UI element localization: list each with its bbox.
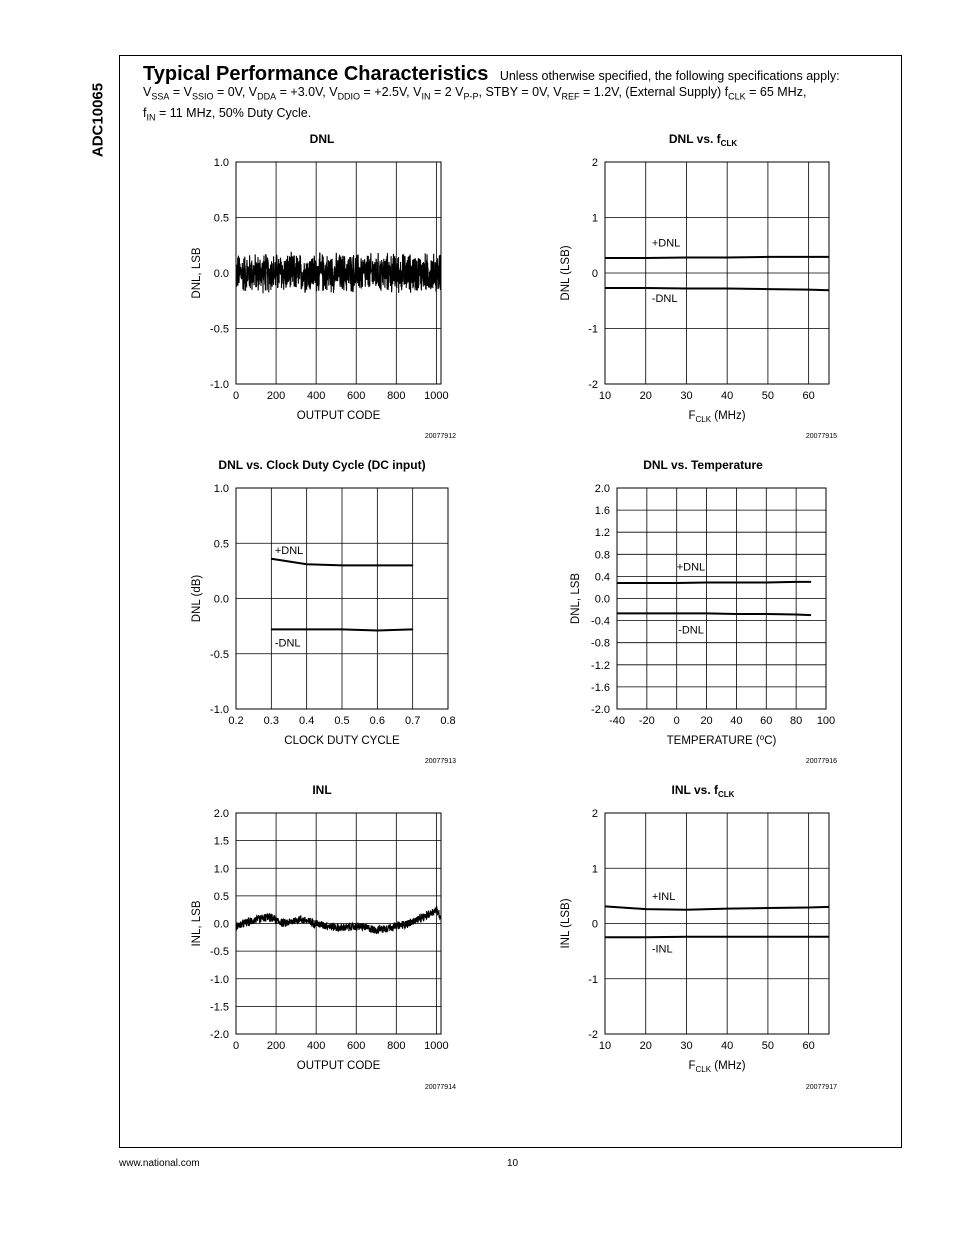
part-number: ADC10065 (89, 82, 107, 158)
y-tick-label: 0.8 (594, 549, 610, 562)
series-line-inl (605, 906, 829, 909)
figure-number: 20077914 (424, 1084, 456, 1091)
chart-dnl_fclk (560, 132, 837, 440)
figure-number: 20077913 (424, 758, 456, 765)
y-axis-label: INL, LSB (191, 900, 203, 947)
x-tick-label: 0 (673, 715, 680, 727)
x-tick-label: 50 (761, 1040, 775, 1052)
y-tick-label: 1.5 (213, 835, 229, 848)
y-tick-label: 0.0 (213, 918, 229, 931)
y-tick-label: 1 (591, 863, 598, 876)
chart-title-subscript: CLK (718, 790, 735, 799)
y-tick-label: -1.5 (210, 1001, 229, 1014)
figure-number: 20077916 (805, 758, 837, 765)
x-tick-label: 0.8 (440, 715, 456, 727)
chart-inl (191, 783, 456, 1091)
y-tick-label: 1.6 (594, 505, 610, 518)
y-tick-label: -1 (588, 973, 598, 986)
y-tick-label: -2.0 (210, 1029, 229, 1041)
x-tick-label: 20 (700, 715, 713, 727)
y-tick-label: -1.0 (210, 973, 229, 986)
y-tick-label: 2 (591, 157, 598, 169)
chart-title: DNL vs. Temperature (643, 458, 763, 472)
y-tick-label: 0 (591, 268, 598, 280)
x-tick-label: 200 (266, 390, 286, 402)
page-number: 10 (507, 1158, 519, 1169)
y-tick-label: -0.8 (591, 637, 610, 650)
series-trace (236, 907, 441, 934)
figure-number: 20077915 (805, 433, 837, 440)
y-tick-label: 0.0 (213, 268, 229, 280)
x-tick-label: 200 (266, 1040, 286, 1052)
y-axis-label: DNL, LSB (191, 247, 203, 299)
y-tick-label: -1.2 (591, 659, 610, 672)
x-axis-label (284, 735, 400, 747)
x-tick-label: 600 (347, 1040, 366, 1052)
y-tick-label: 0.5 (213, 538, 229, 551)
series-annotation: +DNL (676, 561, 706, 574)
x-axis-label-tail: (MHz) (711, 410, 746, 422)
x-axis-label (688, 410, 745, 424)
x-tick-label: 60 (802, 390, 815, 402)
x-axis-label (688, 1060, 745, 1074)
series-line-dnl (617, 582, 811, 583)
x-tick-label: 20 (639, 390, 652, 402)
figure-number: 20077917 (805, 1084, 837, 1091)
series-line-dnl (271, 629, 412, 630)
y-tick-label: 2.0 (213, 808, 229, 820)
x-tick-label: 10 (598, 390, 612, 402)
y-tick-label: 0.0 (213, 593, 229, 606)
x-tick-label: -40 (609, 715, 625, 727)
series-annotation: +INL (651, 890, 676, 903)
y-axis-label: DNL, LSB (570, 572, 582, 625)
x-axis-label (297, 1060, 381, 1072)
spec-line-2: $V_{SSA} = V_{SSIO} = 0V$, $V_{DDA} = +3.0V$, $V_{DDIO} = +2.5V$, $V_{IN} = 2$ $V_{P-P}$, STBY = 0V, $V_{REF} = 1.2V$, (External Supply) $f_{CLK} = 65$ MHz, (143, 85, 807, 102)
y-tick-label: -1.6 (591, 681, 610, 694)
y-axis-label: DNL (dB) (191, 574, 203, 623)
series-line-dnl (617, 613, 811, 615)
x-axis-label-subscript: CLK (695, 1065, 712, 1074)
x-tick-label: 60 (760, 715, 773, 727)
spec-lead: Unless otherwise specified, the following specifications apply: (499, 69, 840, 83)
x-tick-label: 400 (306, 390, 326, 402)
x-axis-label-subscript: CLK (695, 415, 712, 424)
x-tick-label: 10 (598, 1040, 612, 1052)
y-tick-label: -0.4 (591, 615, 610, 628)
x-tick-label: 0 (232, 390, 240, 402)
x-tick-label: 800 (387, 390, 406, 402)
x-tick-label: 50 (761, 390, 775, 402)
x-axis-label-main: F (688, 410, 696, 422)
x-tick-label: 40 (730, 715, 743, 727)
spec-line-3: $f_{IN} = 11$ MHz, 50% Duty Cycle. (143, 105, 312, 122)
y-tick-label: 2 (591, 808, 598, 820)
x-axis-label-main: OUTPUT CODE (296, 410, 381, 422)
chart-dnl (191, 132, 456, 440)
x-axis-label-tail: C) (764, 735, 777, 747)
x-axis-label-superscript: o (759, 733, 765, 742)
chart-title: INL vs. $f_{CLK}$ (671, 783, 735, 799)
chart-title: DNL vs. $f_{CLK}$ (668, 132, 738, 148)
y-tick-label: 2.0 (594, 483, 610, 495)
x-tick-label: 0.3 (263, 715, 279, 727)
y-tick-label: 1 (591, 212, 598, 225)
x-tick-label: 40 (721, 390, 734, 402)
x-tick-label: 0 (232, 1040, 240, 1052)
y-tick-label: 0.5 (213, 890, 229, 903)
y-tick-label: 0.5 (213, 212, 229, 225)
y-tick-label: 1.0 (213, 483, 229, 495)
x-axis-label-main: F (688, 1060, 696, 1072)
x-tick-label: 0.5 (334, 715, 350, 727)
x-axis-label-tail: (MHz) (711, 1060, 746, 1072)
y-tick-label: 1.2 (594, 527, 610, 540)
x-tick-label: 30 (680, 1040, 693, 1052)
y-tick-label: -1.0 (210, 704, 229, 716)
x-tick-label: 0.6 (369, 715, 385, 727)
y-tick-label: -1 (588, 323, 598, 336)
series-annotation: +DNL (274, 544, 304, 557)
x-axis-label-main: TEMPERATURE ( (666, 735, 760, 747)
series-line-dnl (605, 257, 829, 258)
y-axis-label: DNL (LSB) (560, 245, 572, 301)
y-tick-label: 0.0 (594, 593, 610, 606)
x-tick-label: 600 (347, 390, 366, 402)
x-tick-label: 800 (387, 1040, 406, 1052)
series-line-inl (605, 937, 829, 938)
chart-inl_fclk (560, 783, 837, 1091)
x-tick-label: 100 (816, 715, 836, 727)
x-axis-label-main: OUTPUT CODE (296, 1060, 381, 1072)
figure-number: 20077912 (424, 433, 456, 440)
x-tick-label: 60 (802, 1040, 815, 1052)
x-tick-label: 400 (306, 1040, 326, 1052)
x-tick-label: 0.4 (299, 715, 315, 727)
series-annotation: -DNL (678, 624, 704, 637)
y-tick-label: -0.5 (210, 648, 229, 661)
x-axis-label (297, 410, 381, 422)
series-annotation: -INL (651, 943, 673, 956)
x-tick-label: 80 (790, 715, 803, 727)
y-tick-label: -0.5 (210, 946, 229, 959)
chart-title: DNL vs. Clock Duty Cycle (DC input) (218, 458, 426, 472)
y-tick-label: 1.0 (213, 157, 229, 169)
y-tick-label: -1.0 (210, 379, 229, 391)
series-trace (236, 252, 441, 294)
x-tick-label: -20 (638, 715, 655, 727)
x-axis-label (667, 733, 777, 747)
chart-title: DNL (309, 132, 335, 146)
x-tick-label: 30 (680, 390, 693, 402)
section-title: Typical Performance Characteristics (143, 63, 489, 85)
y-tick-label: -2 (588, 379, 598, 391)
x-tick-label: 1000 (424, 390, 449, 402)
chart-dnl_duty (191, 458, 456, 765)
y-tick-label: -2 (588, 1029, 598, 1041)
y-tick-label: -2.0 (591, 704, 610, 716)
y-tick-label: 0.4 (594, 571, 610, 584)
x-tick-label: 0.7 (405, 715, 421, 727)
x-axis-label-main: CLOCK DUTY CYCLE (284, 735, 400, 747)
footer-url[interactable]: www.national.com (119, 1158, 200, 1169)
series-annotation: -DNL (651, 292, 678, 305)
x-tick-label: 20 (639, 1040, 652, 1052)
x-tick-label: 1000 (424, 1040, 449, 1052)
y-tick-label: 1.0 (213, 863, 229, 876)
y-tick-label: -0.5 (210, 323, 229, 336)
chart-dnl_temp (570, 458, 837, 765)
series-line-dnl (605, 288, 829, 290)
y-tick-label: 0 (591, 918, 598, 931)
chart-title: INL (312, 783, 332, 797)
x-tick-label: 0.2 (228, 715, 244, 727)
x-tick-label: 40 (721, 1040, 734, 1052)
y-axis-label: INL (LSB) (560, 898, 572, 949)
series-annotation: +DNL (651, 237, 681, 250)
chart-title-subscript: CLK (720, 139, 738, 148)
series-annotation: -DNL (274, 637, 301, 650)
